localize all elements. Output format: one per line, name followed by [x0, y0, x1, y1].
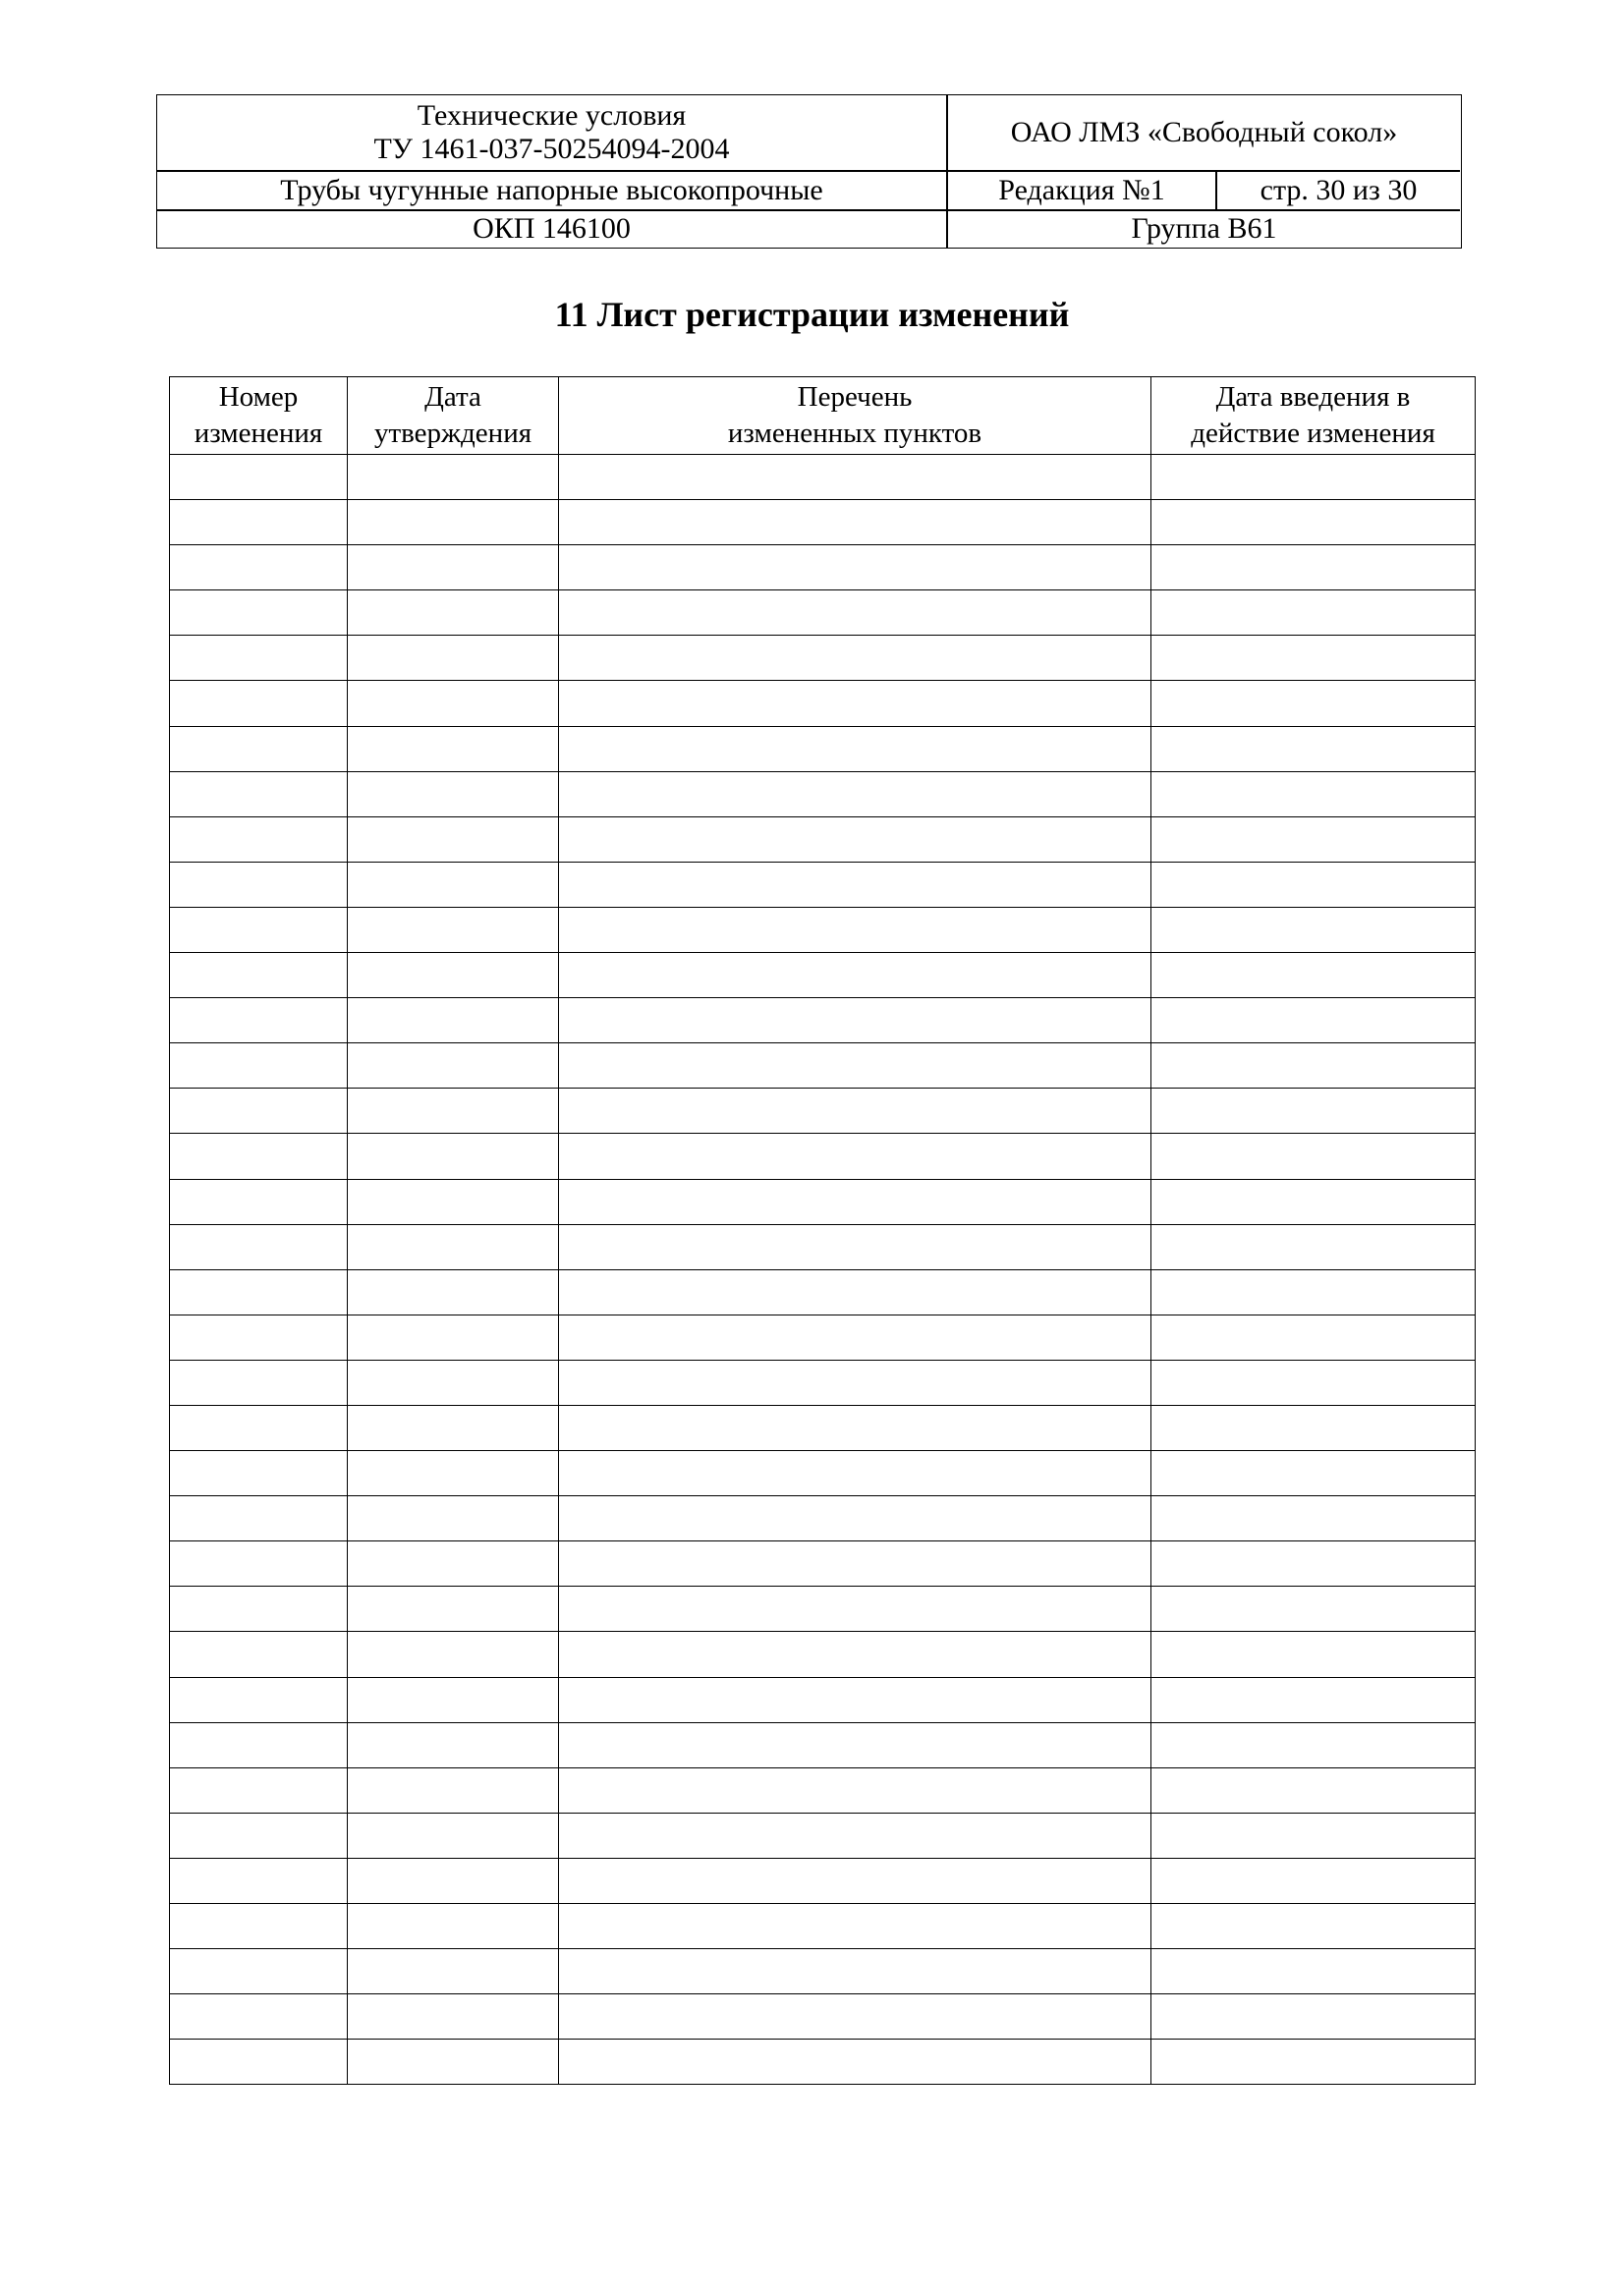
- table-cell: [348, 1089, 559, 1134]
- table-cell: [1151, 1904, 1476, 1949]
- table-cell: [348, 816, 559, 862]
- table-cell: [1151, 1813, 1476, 1858]
- table-cell: [1151, 1134, 1476, 1179]
- table-cell: [348, 1269, 559, 1315]
- table-cell: [559, 1677, 1151, 1722]
- table-cell: [348, 1858, 559, 1903]
- table-cell: [348, 862, 559, 907]
- column-header-approval-date: [348, 377, 559, 455]
- table-cell: [170, 953, 348, 998]
- table-cell: [170, 1767, 348, 1813]
- column-header-line: измененных пунктов: [727, 418, 982, 449]
- edition-label: Редакция №1: [998, 173, 1165, 206]
- table-cell: [559, 636, 1151, 681]
- table-cell: [348, 771, 559, 816]
- table-cell: [170, 1677, 348, 1722]
- table-cell: [348, 1134, 559, 1179]
- table-cell: [559, 2040, 1151, 2085]
- table-cell: [559, 816, 1151, 862]
- table-cell: [1151, 1677, 1476, 1722]
- table-cell: [1151, 1496, 1476, 1541]
- table-row: [170, 1677, 1476, 1722]
- table-cell: [348, 1767, 559, 1813]
- table-cell: [559, 998, 1151, 1043]
- table-cell: [348, 681, 559, 726]
- table-cell: [348, 1677, 559, 1722]
- table-row: [170, 681, 1476, 726]
- table-cell: [348, 455, 559, 500]
- table-row: [170, 771, 1476, 816]
- table-cell: [559, 907, 1151, 952]
- table-cell: [170, 1949, 348, 1994]
- table-cell: [1151, 1043, 1476, 1089]
- table-cell: [170, 1043, 348, 1089]
- table-cell: [559, 953, 1151, 998]
- column-header-line: действие изменения: [1191, 418, 1435, 449]
- table-row: [170, 1179, 1476, 1224]
- table-cell: [348, 500, 559, 545]
- table-cell: [559, 545, 1151, 590]
- table-row: [170, 545, 1476, 590]
- company-name: ОАО ЛМЗ «Свободный сокол»: [1010, 116, 1398, 148]
- table-cell: [1151, 1269, 1476, 1315]
- table-cell: [170, 681, 348, 726]
- table-cell: [559, 1089, 1151, 1134]
- table-cell: [170, 1994, 348, 2040]
- table-cell: [559, 862, 1151, 907]
- table-cell: [559, 771, 1151, 816]
- table-row: [170, 998, 1476, 1043]
- table-row: [170, 816, 1476, 862]
- table-row: [170, 1496, 1476, 1541]
- table-cell: [1151, 1994, 1476, 2040]
- registration-table: [169, 376, 1476, 2085]
- table-cell: [559, 1043, 1151, 1089]
- table-cell: [348, 998, 559, 1043]
- table-cell: [170, 2040, 348, 2085]
- table-cell: [170, 636, 348, 681]
- table-cell: [1151, 953, 1476, 998]
- table-cell: [1151, 1360, 1476, 1405]
- table-row: [170, 862, 1476, 907]
- table-cell: [559, 590, 1151, 636]
- table-cell: [170, 1134, 348, 1179]
- column-header-line: изменения: [194, 418, 323, 449]
- table-header-row: [170, 377, 1476, 455]
- table-cell: [1151, 998, 1476, 1043]
- table-cell: [559, 500, 1151, 545]
- table-cell: [170, 1541, 348, 1587]
- column-header-line: Дата введения в: [1215, 381, 1411, 413]
- table-cell: [559, 726, 1151, 771]
- table-cell: [1151, 636, 1476, 681]
- table-cell: [1151, 726, 1476, 771]
- table-cell: [559, 1767, 1151, 1813]
- table-row: [170, 636, 1476, 681]
- table-cell: [1151, 1315, 1476, 1360]
- table-cell: [170, 771, 348, 816]
- table-row: [170, 726, 1476, 771]
- table-row: [170, 2040, 1476, 2085]
- table-cell: [559, 681, 1151, 726]
- table-cell: [170, 726, 348, 771]
- table-cell: [559, 1813, 1151, 1858]
- table-cell: [1151, 1587, 1476, 1632]
- table-cell: [170, 1858, 348, 1903]
- table-cell: [170, 1315, 348, 1360]
- table-cell: [1151, 590, 1476, 636]
- table-row: [170, 1315, 1476, 1360]
- table-cell: [348, 2040, 559, 2085]
- table-cell: [348, 1043, 559, 1089]
- table-cell: [1151, 1405, 1476, 1450]
- page-number: стр. 30 из 30: [1260, 173, 1418, 206]
- doc-number: ТУ 1461-037-50254094-2004: [373, 133, 730, 165]
- column-header-line: Дата: [424, 381, 481, 413]
- table-row: [170, 1089, 1476, 1134]
- table-row: [170, 1043, 1476, 1089]
- table-cell: [348, 1632, 559, 1677]
- table-cell: [1151, 862, 1476, 907]
- table-cell: [170, 1904, 348, 1949]
- table-cell: [559, 1949, 1151, 1994]
- table-cell: [1151, 1767, 1476, 1813]
- column-header-line: Номер: [218, 381, 299, 413]
- table-cell: [348, 1949, 559, 1994]
- table-cell: [348, 1315, 559, 1360]
- table-row: [170, 1451, 1476, 1496]
- table-row: [170, 1722, 1476, 1767]
- table-cell: [1151, 771, 1476, 816]
- table-cell: [559, 1904, 1151, 1949]
- table-cell: [1151, 1949, 1476, 1994]
- table-cell: [170, 1632, 348, 1677]
- table-cell: [559, 1315, 1151, 1360]
- table-row: [170, 1949, 1476, 1994]
- table-cell: [170, 1451, 348, 1496]
- table-cell: [1151, 1541, 1476, 1587]
- table-cell: [348, 1179, 559, 1224]
- table-cell: [348, 545, 559, 590]
- table-cell: [559, 1451, 1151, 1496]
- section-title: 11 Лист регистрации изменений: [554, 295, 1070, 334]
- column-header-change-number: [170, 377, 348, 455]
- column-header-changed-items: [559, 377, 1151, 455]
- table-cell: [170, 1089, 348, 1134]
- table-cell: [559, 1224, 1151, 1269]
- table-row: [170, 1904, 1476, 1949]
- table-row: [170, 590, 1476, 636]
- table-cell: [170, 545, 348, 590]
- table-cell: [559, 1405, 1151, 1450]
- table-cell: [559, 1858, 1151, 1903]
- table-cell: [1151, 1224, 1476, 1269]
- table-cell: [559, 455, 1151, 500]
- header-doc-title: [157, 95, 946, 170]
- table-row: [170, 1541, 1476, 1587]
- table-cell: [348, 1224, 559, 1269]
- table-cell: [348, 1496, 559, 1541]
- table-cell: [170, 590, 348, 636]
- table-row: [170, 1360, 1476, 1405]
- table-row: [170, 1813, 1476, 1858]
- table-cell: [1151, 1722, 1476, 1767]
- table-row: [170, 455, 1476, 500]
- table-cell: [559, 1994, 1151, 2040]
- table-row: [170, 1858, 1476, 1903]
- table-cell: [559, 1360, 1151, 1405]
- table-cell: [348, 590, 559, 636]
- table-cell: [348, 1994, 559, 2040]
- table-cell: [348, 1813, 559, 1858]
- table-row: [170, 953, 1476, 998]
- table-cell: [348, 726, 559, 771]
- table-cell: [348, 1360, 559, 1405]
- table-cell: [559, 1632, 1151, 1677]
- table-cell: [170, 1587, 348, 1632]
- table-cell: [348, 1451, 559, 1496]
- table-cell: [1151, 681, 1476, 726]
- table-cell: [170, 1405, 348, 1450]
- table-cell: [1151, 1632, 1476, 1677]
- table-cell: [559, 1722, 1151, 1767]
- table-cell: [170, 907, 348, 952]
- table-cell: [1151, 1179, 1476, 1224]
- table-cell: [170, 998, 348, 1043]
- table-cell: [170, 816, 348, 862]
- table-cell: [559, 1269, 1151, 1315]
- table-row: [170, 1994, 1476, 2040]
- table-cell: [170, 1360, 348, 1405]
- column-header-effective-date: [1151, 377, 1476, 455]
- product-name: Трубы чугунные напорные высокопрочные: [280, 173, 823, 206]
- header-table: [156, 94, 1462, 249]
- column-header-line: утверждения: [373, 418, 532, 449]
- table-row: [170, 1767, 1476, 1813]
- table-row: [170, 500, 1476, 545]
- table-cell: [1151, 2040, 1476, 2085]
- table-cell: [559, 1496, 1151, 1541]
- table-cell: [170, 500, 348, 545]
- registration-table-body: [170, 455, 1476, 2085]
- table-cell: [170, 1722, 348, 1767]
- group-code: Группа В61: [1131, 212, 1277, 245]
- table-cell: [348, 1587, 559, 1632]
- table-cell: [170, 1269, 348, 1315]
- doc-type: Технические условия: [417, 99, 687, 132]
- table-row: [170, 1587, 1476, 1632]
- table-cell: [170, 455, 348, 500]
- table-row: [170, 1405, 1476, 1450]
- table-cell: [1151, 455, 1476, 500]
- table-cell: [170, 1224, 348, 1269]
- table-cell: [170, 1496, 348, 1541]
- okp-code: ОКП 146100: [473, 212, 631, 245]
- table-cell: [1151, 816, 1476, 862]
- table-cell: [348, 953, 559, 998]
- table-cell: [348, 1722, 559, 1767]
- table-cell: [348, 1904, 559, 1949]
- table-cell: [1151, 1451, 1476, 1496]
- table-row: [170, 907, 1476, 952]
- column-header-line: Перечень: [797, 381, 913, 413]
- table-cell: [559, 1179, 1151, 1224]
- table-cell: [170, 1813, 348, 1858]
- table-cell: [1151, 545, 1476, 590]
- table-row: [170, 1269, 1476, 1315]
- table-cell: [348, 1405, 559, 1450]
- table-row: [170, 1632, 1476, 1677]
- table-cell: [559, 1134, 1151, 1179]
- table-cell: [1151, 500, 1476, 545]
- table-row: [170, 1134, 1476, 1179]
- table-cell: [348, 1541, 559, 1587]
- table-cell: [348, 636, 559, 681]
- table-cell: [170, 1179, 348, 1224]
- table-cell: [170, 862, 348, 907]
- table-cell: [1151, 1089, 1476, 1134]
- table-cell: [1151, 907, 1476, 952]
- table-cell: [559, 1587, 1151, 1632]
- table-cell: [559, 1541, 1151, 1587]
- table-cell: [1151, 1858, 1476, 1903]
- table-row: [170, 1224, 1476, 1269]
- table-cell: [348, 907, 559, 952]
